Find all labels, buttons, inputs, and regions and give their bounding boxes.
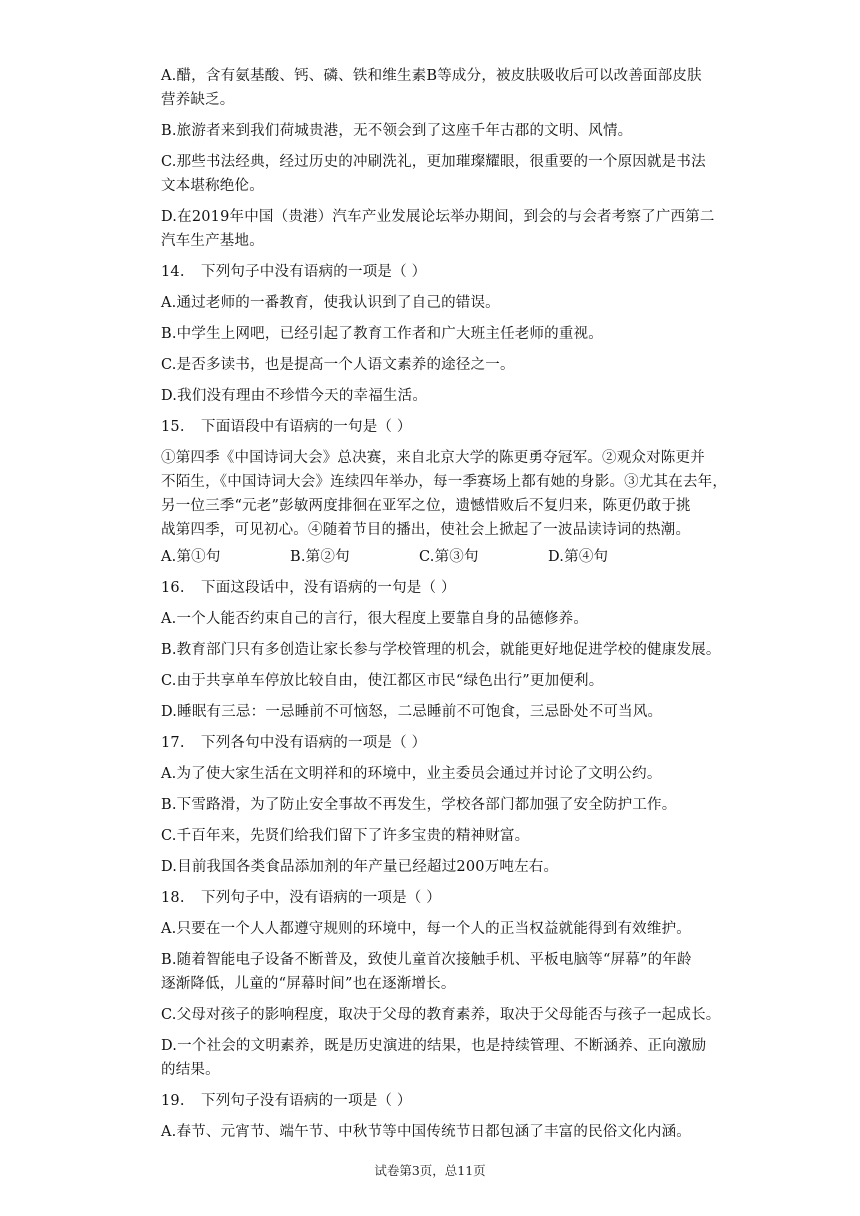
q19-option-a: A.春节、元宵节、端午节、中秋节等中国传统节日都包涵了丰富的民俗文化内涵。 — [161, 1124, 691, 1140]
q15-option-b: B.第②句 — [290, 549, 350, 565]
q15-option-a: A.第①句 — [161, 549, 221, 565]
q17-number: 17. — [161, 735, 185, 751]
q17-option-d: D.目前我国各类食品添加剂的年产量已经超过200万吨左右。 — [161, 859, 559, 875]
q19-stem — [161, 1091, 741, 1111]
q14-number: 14. — [161, 264, 185, 280]
q15-passage-line1: ①第四季《中国诗词大会》总决赛，来自北京大学的陈更勇夺冠军。②观众对陈更并 — [161, 450, 705, 466]
q15-passage-line2: 不陌生，《中国诗词大会》连续四年举办，每一季赛场上都有她的身影。③尤其在去年， — [161, 474, 728, 490]
q14-option-c: C.是否多读书，也是提高一个人语文素养的途径之一。 — [161, 357, 515, 373]
q17-option-a: A.为了使大家生活在文明祥和的环境中，业主委员会通过并讨论了文明公约。 — [161, 766, 662, 782]
q13-option-a-line2: 营养缺乏。 — [161, 92, 235, 108]
q17-option-c: C.千百年来，先贤们给我们留下了许多宝贵的精神财富。 — [161, 828, 530, 844]
q18-option-d-line2: 的结果。 — [161, 1062, 220, 1078]
q15-number: 15. — [161, 419, 185, 435]
q15-stem — [161, 417, 741, 437]
q13-option-d-line1: D.在2019年中国（贵港）汽车产业发展论坛举办期间，到会的与会者考察了广西第二 — [161, 209, 715, 225]
q16-option-b: B.教育部门只有多创造让家长参与学校管理的机会，就能更好地促进学校的健康发展。 — [161, 642, 721, 658]
q13-option-b: B.旅游者来到我们荷城贵港，无不领会到了这座千年古郡的文明、风情。 — [161, 123, 633, 139]
q18-option-b-line2: 逐渐降低，儿童的“屏幕时间”也在逐渐增长。 — [161, 976, 456, 992]
q18-stem-text: 下列句子中，没有语病的一项是（ ） — [201, 890, 442, 906]
page-footer: 试卷第3页，总11页 — [374, 1163, 486, 1178]
q17-stem — [161, 733, 741, 753]
q13-option-c-line2: 文本堪称绝伦。 — [161, 178, 264, 194]
q18-option-a: A.只要在一个人人都遵守规则的环境中，每一个人的正当权益就能得到有效维护。 — [161, 921, 691, 937]
q15-option-d: D.第④句 — [548, 549, 609, 565]
q15-options-row — [161, 547, 741, 567]
q18-number: 18. — [161, 890, 185, 906]
q16-option-c: C.由于共享单车停放比较自由，使江都区市民“绿色出行”更加便利。 — [161, 673, 604, 689]
q19-stem-text: 下列句子没有语病的一项是（ ） — [201, 1093, 412, 1109]
q18-option-b-line1: B.随着智能电子设备不断普及，致使儿童首次接触手机、平板电脑等“屏幕”的年龄 — [161, 952, 692, 968]
q17-stem-text: 下列各句中没有语病的一项是（ ） — [201, 735, 427, 751]
q13-option-c-line1: C.那些书法经典，经过历史的冲刷洗礼，更加璀璨耀眼，很重要的一个原因就是书法 — [161, 154, 706, 170]
q15-stem-text: 下面语段中有语病的一句是（ ） — [201, 419, 412, 435]
q16-option-a: A.一个人能否约束自己的言行，很大程度上要靠自身的品德修养。 — [161, 611, 589, 627]
q14-option-d: D.我们没有理由不珍惜今天的幸福生活。 — [161, 388, 428, 404]
q18-option-d-line1: D.一个社会的文明素养，既是历史演进的结果，也是持续管理、不断涵养、正向激励 — [161, 1038, 707, 1054]
q15-passage-line3: 另一位三季“元老”彭敏两度排徊在亚军之位，遗憾惜败后不复归来，陈更仍敢于挑 — [161, 498, 691, 514]
q14-option-a: A.通过老师的一番教育，使我认识到了自己的错误。 — [161, 295, 500, 311]
q13-option-d-line2: 汽车生产基地。 — [161, 233, 264, 249]
q16-option-d: D.睡眠有三忌：一忌睡前不可恼怒，二忌睡前不可饱食，三忌卧处不可当风。 — [161, 704, 663, 720]
q15-option-c: C.第③句 — [419, 549, 479, 565]
q15-passage-line4: 战第四季，可见初心。④随着节目的播出，使社会上掀起了一波品读诗词的热潮。 — [161, 522, 691, 538]
q19-number: 19. — [161, 1093, 185, 1109]
q14-stem — [161, 262, 741, 282]
q18-option-c: C.父母对孩子的影响程度，取决于父母的教育素养，取决于父母能否与孩子一起成长。 — [161, 1007, 721, 1023]
q16-stem-text: 下面这段话中，没有语病的一句是（ ） — [201, 580, 456, 596]
q13-option-a-line1: A.醋，含有氨基酸、钙、磷、铁和维生素B等成分，被皮肤吸收后可以改善面部皮肤 — [161, 68, 702, 84]
q14-stem-text: 下列句子中没有语病的一项是（ ） — [201, 264, 427, 280]
q18-stem — [161, 888, 741, 908]
q17-option-b: B.下雪路滑，为了防止安全事故不再发生，学校各部门都加强了安全防护工作。 — [161, 797, 677, 813]
q16-stem — [161, 578, 741, 598]
q16-number: 16. — [161, 580, 185, 596]
q14-option-b: B.中学生上网吧，已经引起了教育工作者和广大班主任老师的重视。 — [161, 326, 603, 342]
